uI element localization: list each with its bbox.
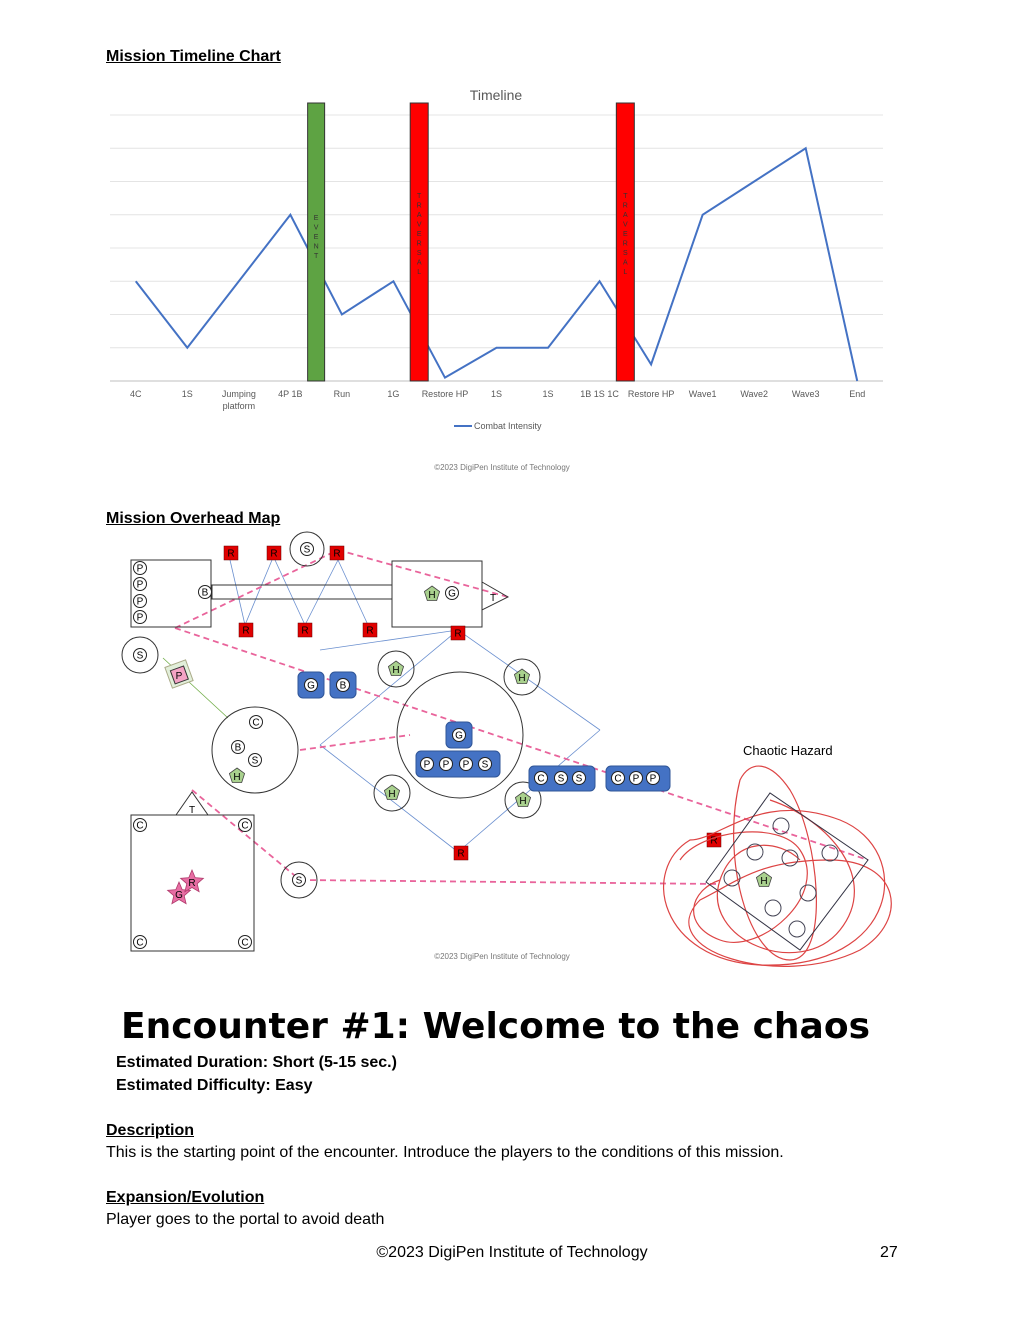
enemy-r-0-label: R [227, 548, 235, 560]
start-player-label: P [136, 563, 144, 575]
x-tick-label: Restore HP [421, 389, 469, 399]
start-player-label: P [136, 579, 144, 591]
enemy-r-5-label: R [366, 625, 374, 637]
x-tick-label: Restore HP [627, 389, 675, 399]
x-tick-label: Wave3 [791, 389, 820, 399]
left-room-c-label: C [252, 717, 260, 729]
path-line [305, 560, 338, 625]
arena-p-2-label: P [462, 759, 470, 771]
encounter-title: Encounter #1: Welcome to the chaos [121, 1006, 871, 1047]
spawn-top-s-label: S [303, 544, 311, 556]
left-room-b-label: B [234, 742, 242, 754]
goal-g-label: G [448, 588, 456, 600]
start-player-label: P [136, 612, 144, 624]
box-cpp-2-label: P [649, 773, 657, 785]
x-tick-label: Wave2 [740, 389, 769, 399]
map-copyright: ©2023 DigiPen Institute of Technology [434, 952, 570, 961]
x-tick-label: Wave1 [688, 389, 717, 399]
hazard-health-label: H [760, 876, 768, 887]
hazard-scribble-3 [734, 766, 817, 960]
arena-p-1-label: P [442, 759, 450, 771]
spawn-left-s-label: S [136, 650, 144, 662]
left-room-s-label: S [251, 755, 259, 767]
x-tick-label: 4C [130, 389, 142, 399]
hazard-hole-7 [773, 818, 789, 834]
overhead-map [106, 530, 906, 970]
spawn-bottom-s-label: S [295, 875, 303, 887]
box-b-letter-label: B [339, 680, 347, 692]
legend-label: Combat Intensity [474, 421, 542, 431]
x-tick-label: 1S [490, 389, 503, 399]
overhead-map-svg [106, 530, 906, 970]
series-line-combat-intensity [136, 148, 857, 381]
boss-g-label: G [175, 890, 183, 901]
x-tick-label: 1S [181, 389, 193, 399]
bottom-room-c-0-label: C [136, 820, 144, 832]
description-text: This is the starting point of the encounter. Introduce the players to the conditions of this mission. [106, 1144, 784, 1161]
hazard-hole-4 [765, 900, 781, 916]
arena-p-0-label: P [423, 759, 431, 771]
box-cpp-0-label: C [614, 773, 622, 785]
box-css-1-label: S [557, 773, 565, 785]
start-b-label: B [201, 587, 209, 599]
page-number: 27 [880, 1244, 898, 1261]
arena-g-label: G [455, 730, 463, 742]
dashed-route [192, 790, 300, 880]
path-line [275, 560, 305, 625]
hazard-label: Chaotic Hazard [743, 743, 833, 758]
dashed-route [300, 880, 720, 884]
description-heading: Description [106, 1122, 195, 1139]
hazard-zone [706, 793, 868, 950]
box-css-2-label: S [575, 773, 583, 785]
map-heading: Mission Overhead Map [106, 510, 281, 527]
enemy-r-7-label: R [457, 848, 465, 860]
hazard-hole-6 [789, 921, 805, 937]
health-2-label: H [388, 789, 396, 800]
path-line [230, 560, 245, 625]
chart-copyright: ©2023 DigiPen Institute of Technology [434, 463, 570, 472]
expansion-text: Player goes to the portal to avoid death [106, 1211, 385, 1228]
enemy-r-1-label: R [270, 548, 278, 560]
expansion-heading: Expansion/Evolution [106, 1189, 265, 1206]
path-line [338, 560, 368, 625]
encounter-difficulty: Estimated Difficulty: Easy [116, 1077, 313, 1094]
box-g-letter-label: G [307, 680, 315, 692]
x-tick-label: 1B 1S 1C [580, 389, 619, 399]
dashed-route [300, 735, 410, 750]
portal-label: P [175, 671, 183, 682]
box-cpp-1-label: P [632, 773, 640, 785]
x-tick-label: 1G [387, 389, 400, 399]
enemy-r-8-label: R [710, 835, 718, 847]
enemy-r-3-label: R [242, 625, 250, 637]
enemy-r-4-label: R [301, 625, 309, 637]
chart-title: Timeline [469, 87, 523, 103]
timeline-chart-svg [106, 80, 896, 480]
health-3-label: H [519, 796, 527, 807]
arena-s-label: S [481, 759, 489, 771]
health-0-label: H [392, 665, 400, 676]
x-tick-label: Run [333, 389, 351, 399]
x-tick-label: Jumping platform [221, 389, 256, 411]
marker-label-traversal: T R A V E R S A L [416, 193, 422, 276]
start-player-label: P [136, 596, 144, 608]
bottom-room-c-2-label: C [136, 937, 144, 949]
encounter-duration: Estimated Duration: Short (5-15 sec.) [116, 1054, 397, 1071]
timeline-heading: Mission Timeline Chart [106, 48, 281, 65]
x-tick-label: End [849, 389, 866, 399]
bottom-room-c-1-label: C [241, 820, 249, 832]
hazard-scribble-1 [664, 810, 885, 965]
marker-bar-event [308, 103, 325, 381]
path-line [458, 630, 600, 730]
hazard-hole-5 [800, 885, 816, 901]
x-tick-label: 4P 1B [278, 389, 303, 399]
marker-label-event: E V E N T [313, 215, 319, 260]
enemy-r-2-label: R [333, 548, 341, 560]
goal-teleporter-label: T [490, 593, 497, 604]
box-css-0-label: C [537, 773, 545, 785]
footer-copyright: ©2023 DigiPen Institute of Technology [376, 1244, 648, 1261]
bottom-room-c-3-label: C [241, 937, 249, 949]
marker-label-traversal: T R A V E R S A L [622, 193, 628, 276]
left-room-health-label: H [233, 772, 241, 783]
goal-health-label: H [428, 590, 436, 601]
hazard-scribble-4 [717, 800, 854, 953]
bottom-teleporter-label: T [188, 805, 196, 816]
timeline-chart [106, 80, 896, 480]
hazard-scribble-5 [680, 832, 807, 942]
health-1-label: H [518, 673, 526, 684]
boss-r-label: R [188, 878, 196, 889]
enemy-r-6-label: R [454, 628, 462, 640]
x-tick-label: 1S [542, 389, 554, 399]
